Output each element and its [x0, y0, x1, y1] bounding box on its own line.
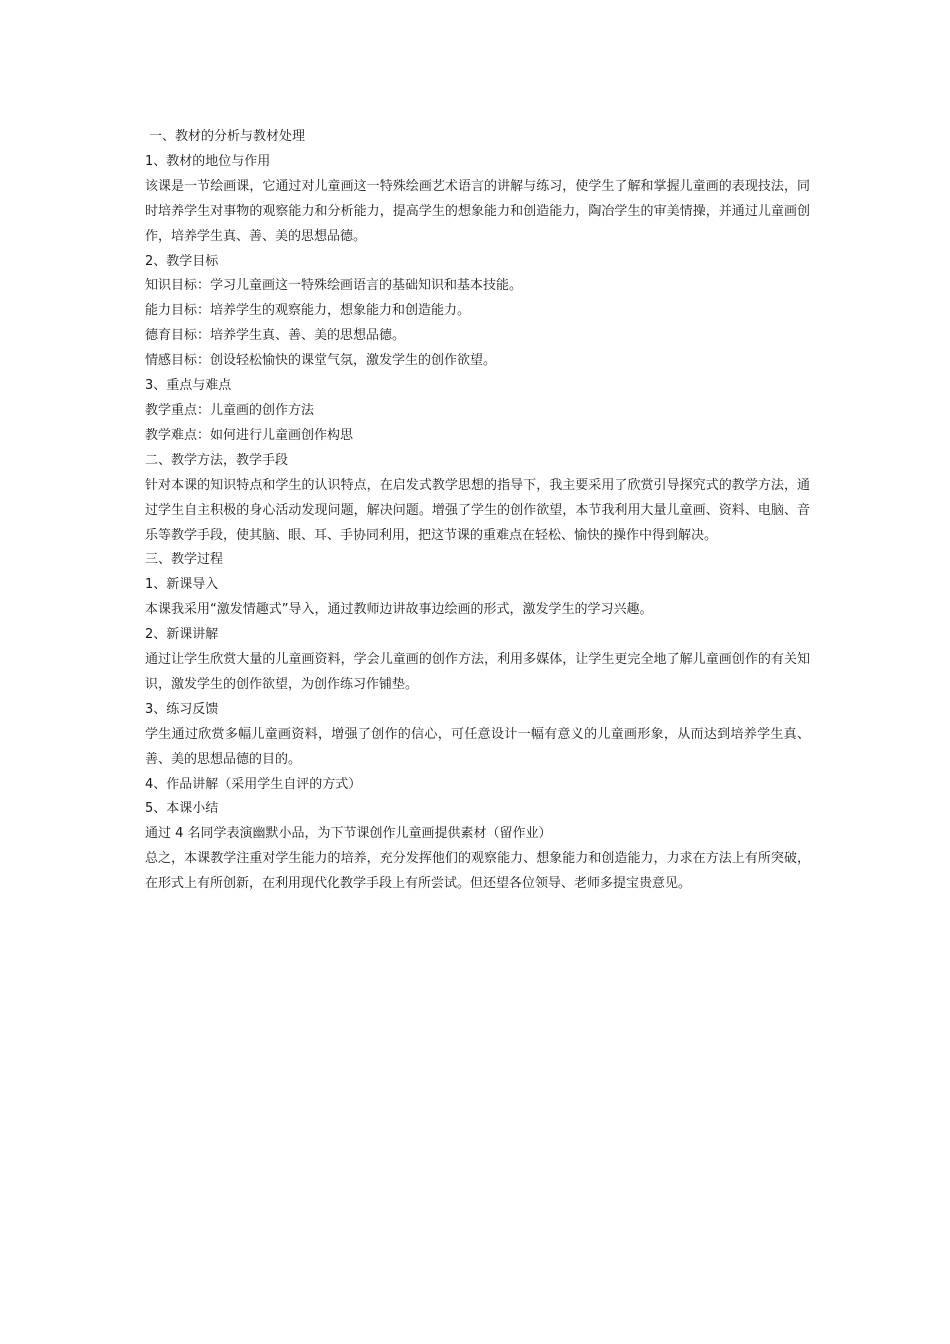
subheading-1-3: 3、重点与难点	[145, 378, 232, 394]
paragraph-knowledge-goal: 知识目标：学习儿童画这一特殊绘画语言的基础知识和基本技能。	[145, 278, 523, 294]
subheading-1-2: 2、教学目标	[145, 253, 219, 269]
subheading-3-3: 3、练习反馈	[145, 701, 219, 717]
paragraph-moral-goal: 德育目标：培养学生真、善、美的思想品德。	[145, 328, 406, 344]
section-heading-2: 二、教学方法，教学手段	[145, 452, 289, 468]
paragraph-methods: 针对本课的知识特点和学生的认识特点，在启发式教学思想的指导下，我主要采用了欣赏引导探究式的教学方法，通过学生自主积极的身心活动发现问题，解决问题。增强了学生的创作欲望，本节我利用大量儿童画、资料、电脑、音乐等教学手段，使其脑、眼、耳、手协同利用，把这节课的重难点在轻松、愉快的操作中得到解决。	[145, 477, 810, 543]
section-heading-3: 三、教学过程	[145, 552, 224, 568]
subheading-3-4: 4、作品讲解（采用学生自评的方式）	[145, 776, 362, 792]
paragraph-emotion-goal: 情感目标：创设轻松愉快的课堂气氛，激发学生的创作欲望。	[145, 353, 497, 369]
document-body	[145, 125, 810, 897]
paragraph-key-point: 教学重点：儿童画的创作方法	[145, 402, 315, 418]
paragraph-conclusion: 总之，本课教学注重对学生能力的培养，充分发挥他们的观察能力、想象能力和创造能力，力求在方法上有所突破，在形式上有所创新，在利用现代化教学手段上有所尝试。但还望各位领导、老师多提宝贵意见。	[145, 851, 810, 892]
paragraph-lecture: 通过让学生欣赏大量的儿童画资料，学会儿童画的创作方法，利用多媒体，让学生更完全地了解儿童画创作的有关知识，激发学生的创作欲望，为创作练习作铺垫。	[145, 652, 810, 692]
subheading-3-2: 2、新课讲解	[145, 627, 219, 643]
paragraph-ability-goal: 能力目标：培养学生的观察能力，想象能力和创造能力。	[145, 303, 471, 319]
subheading-3-1: 1、新课导入	[145, 577, 219, 593]
paragraph-difficulty: 教学难点：如何进行儿童画创作构思	[145, 427, 354, 443]
subheading-3-5: 5、本课小结	[145, 801, 219, 817]
section-heading-1: 一、教材的分析与教材处理	[149, 129, 306, 144]
paragraph-summary-activity: 通过 4 名同学表演幽默小品，为下节课创作儿童画提供素材（留作业）	[145, 826, 552, 842]
paragraph-practice: 学生通过欣赏多幅儿童画资料，增强了创作的信心，可任意设计一幅有意义的儿童画形象，从而达到培养学生真、善、美的思想品德的目的。	[145, 726, 810, 767]
paragraph-intro: 本课我采用“激发情趣式”导入，通过教师边讲故事边绘画的形式，激发学生的学习兴趣。	[145, 602, 653, 618]
subheading-1-1: 1、教材的地位与作用	[145, 153, 271, 169]
paragraph-status-role: 该课是一节绘画课，它通过对儿童画这一特殊绘画艺术语言的讲解与练习，使学生了解和掌握儿童画的表现技法，同时培养学生对事物的观察能力和分析能力，提高学生的想象能力和创造能力，陶冶学生的审美情操，并通过儿童画创作，培养学生真、善、美的思想品德。	[145, 178, 810, 244]
